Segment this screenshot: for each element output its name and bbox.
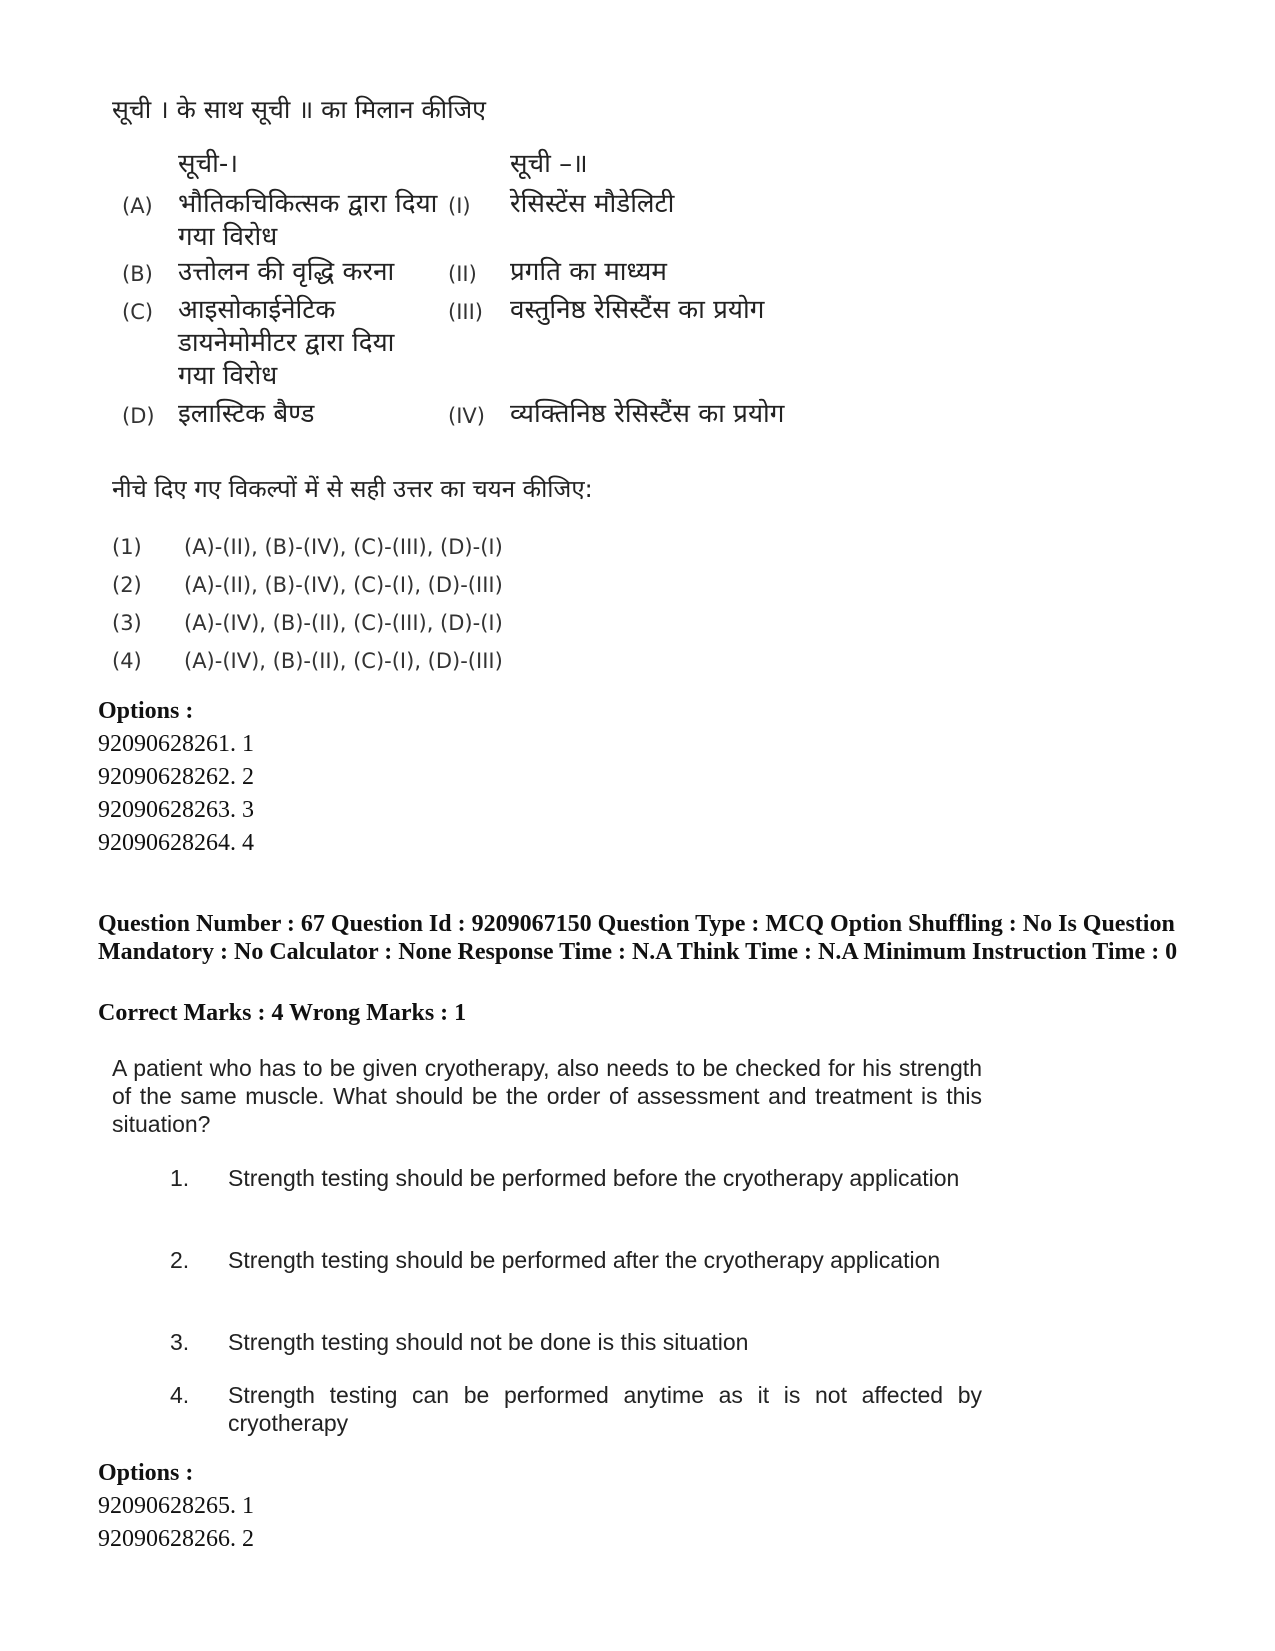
list1-header: सूची-। <box>178 149 239 179</box>
match-label-iii: (III) <box>448 300 483 324</box>
q67-metadata: Question Number : 67 Question Id : 9209067150 Question Type : MCQ Option Shuffling : No Is Question Mandatory : No Calculator : None Response Time : N.A Think Time : N.A Minimum Instruction Time : 0 <box>98 911 1178 965</box>
option-id: 92090628264. 4 <box>98 830 254 856</box>
answer-option-number: (4) <box>112 649 142 673</box>
match-row-b <box>112 256 832 294</box>
option-id: 92090628265. 1 <box>98 1493 254 1519</box>
match-text-d: इलास्टिक बैण्ड <box>178 399 315 429</box>
match-text-iv: व्यक्तिनिष्ठ रेसिस्टैंस का प्रयोग <box>510 399 785 429</box>
match-text-ii: प्रगति का माध्यम <box>510 257 667 287</box>
answer-option-number: (3) <box>112 611 142 635</box>
match-label-ii: (II) <box>448 262 477 286</box>
answer-option-text: Strength testing should be performed after the cryotherapy application <box>228 1247 941 1273</box>
match-label-d: (D) <box>122 404 155 428</box>
match-label-b: (B) <box>122 262 153 286</box>
option-id: 92090628261. 1 <box>98 731 254 757</box>
match-table-header <box>112 148 832 188</box>
match-label-iv: (IV) <box>448 404 485 428</box>
match-text-i: रेसिस्टेंस मौडेलिटी <box>510 189 675 219</box>
match-text-b: उत्तोलन की वृद्धि करना <box>178 257 395 287</box>
q66-options-list <box>98 728 254 860</box>
answer-option <box>112 604 512 642</box>
option-id: 92090628266. 2 <box>98 1526 254 1552</box>
answer-option-number: 4. <box>170 1382 190 1408</box>
match-row-d <box>112 398 832 436</box>
match-text-c: आइसोकाईनेटिक डायनेमोमीटर द्वारा दिया गया विरोध <box>178 295 395 391</box>
match-row-c <box>112 294 832 398</box>
q66-instruction: सूची । के साथ सूची ॥ का मिलान कीजिए <box>112 95 487 124</box>
option-id: 92090628262. 2 <box>98 764 254 790</box>
q67-question-text: A patient who has to be given cryotherapy, also needs to be checked for his strength of the same muscle. What should be the order of assessment and treatment is this situation? <box>112 1055 982 1137</box>
match-row-a <box>112 188 832 256</box>
answer-option-number: (2) <box>112 573 142 597</box>
q66-match-table <box>112 148 832 436</box>
match-label-c: (C) <box>122 300 154 324</box>
answer-option-text: (A)-(IV), (B)-(II), (C)-(I), (D)-(III) <box>184 649 503 673</box>
answer-option <box>112 528 512 566</box>
answer-option-text: (A)-(IV), (B)-(II), (C)-(III), (D)-(I) <box>184 611 503 635</box>
list2-header: सूची –॥ <box>510 149 588 179</box>
match-text-a: भौतिकचिकित्सक द्वारा दिया गया विरोध <box>178 189 438 252</box>
q66-options-title: Options : <box>98 698 194 724</box>
answer-option-number: (1) <box>112 535 142 559</box>
option-id: 92090628263. 3 <box>98 797 254 823</box>
answer-option <box>112 642 512 680</box>
answer-option-text: Strength testing should not be done is this situation <box>228 1329 749 1355</box>
answer-option-text: Strength testing should be performed before the cryotherapy application <box>228 1165 960 1191</box>
q67-options-list <box>98 1490 254 1556</box>
match-label-a: (A) <box>122 194 153 218</box>
q66-choose-text: नीचे दिए गए विकल्पों में से सही उत्तर का चयन कीजिए: <box>112 475 593 503</box>
match-label-i: (I) <box>448 194 471 218</box>
q67-marks: Correct Marks : 4 Wrong Marks : 1 <box>98 1000 467 1026</box>
q66-answer-list <box>112 528 512 680</box>
answer-option-text: (A)-(II), (B)-(IV), (C)-(I), (D)-(III) <box>184 573 503 597</box>
answer-option-number: 3. <box>170 1329 190 1355</box>
answer-option-number: 1. <box>170 1165 190 1191</box>
q67-options-title: Options : <box>98 1460 194 1486</box>
match-text-iii: वस्तुनिष्ठ रेसिस्टैंस का प्रयोग <box>510 295 765 325</box>
answer-option-text: (A)-(II), (B)-(IV), (C)-(III), (D)-(I) <box>184 535 503 559</box>
answer-option <box>112 566 512 604</box>
answer-option-text: Strength testing can be performed anytime as it is not affected by cryotherapy <box>228 1382 982 1436</box>
answer-option-number: 2. <box>170 1247 190 1273</box>
